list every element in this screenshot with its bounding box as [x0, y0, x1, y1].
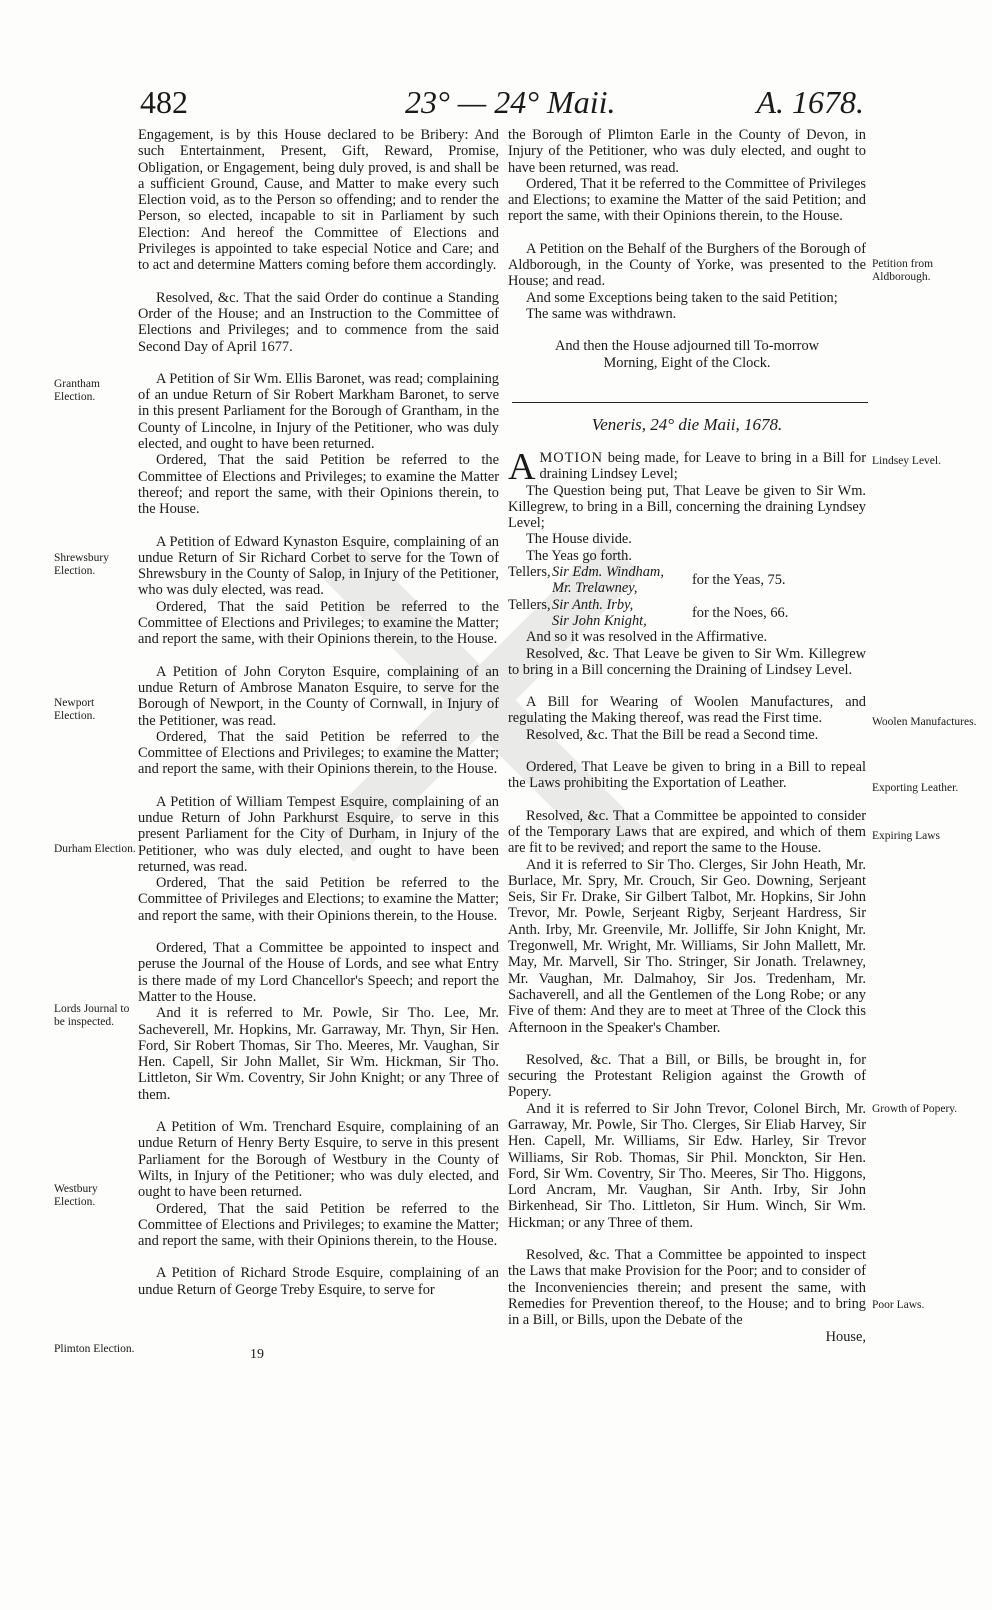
margin-note-leather: Exporting Leather. [872, 782, 959, 794]
margin-note-woolen: Woolen Manufactures. [872, 716, 977, 728]
motion-text: being made, for Leave to bring in a Bill for draining Lindsey Level; [539, 450, 866, 483]
header-dates: 23° — 24° Maii. [405, 84, 616, 120]
tellers-result: for the Yeas, 75. [692, 572, 786, 589]
margin-note-lords-journal: Lords Journal to be inspected. [54, 1003, 130, 1028]
paragraph: A Petition of Richard Strode Esquire, complaining of an undue Return of George Treby Esquire, to serve for [138, 1265, 499, 1298]
paragraph: Resolved, &c. That a Committee be appointed to consider of the Temporary Laws that are expired, and which of them are fit to be revived; and report the same to the House. [508, 807, 866, 857]
paragraph: Engagement, is by this House declared to be Bribery: And such Entertainment, Present, Gift, Reward, Promise, Obligation, or Engagement, being duly proved, is and shall be a sufficient Ground, Cause, and Matter to make every such Election void, as to the Person so offending; and to render the Person, so elected, incapable to sit in Parliament by such Election: And hereof the Committee of Elections and Privileges is appointed to take especial Notice and Care; and to act and determine Matters coming before them accordingly. [138, 127, 499, 274]
paragraph: A Bill for Wearing of Woolen Manufactures, and regulating the Making thereof, was read the First time. [508, 694, 866, 727]
motion-paragraph [508, 446, 866, 488]
drop-cap: A [508, 446, 536, 488]
day-heading: Veneris, 24° die Maii, 1678. [591, 415, 783, 434]
teller-name: Sir John Knight, [552, 612, 647, 629]
paragraph: A Petition of Wm. Trenchard Esquire, complaining of an undue Return of Henry Berty Esquire, to serve in this present Parliament for the Borough of Westbury in the County of Wilts, in Injury of the Petitioner; who was duly elected, and ought to have been returned. [138, 1119, 499, 1201]
page-header [140, 84, 864, 124]
paragraph: Resolved, &c. That the said Order do continue a Standing Order of the House; and an Instruction to the Committee of Elections and Privileges; and to commence from the said Second Day of April 1677. [138, 289, 499, 355]
left-column [138, 127, 499, 1298]
paragraph: The House divide. [526, 531, 632, 548]
paragraph: Ordered, That the said Petition be referred to the Committee of Elections and Privileges; to examine the Matter; and report the same, with their Opinions therein, to the House. [138, 1200, 499, 1250]
margin-note-durham: Durham Election. [54, 843, 136, 855]
teller-name: Sir Edm. Windham, [552, 564, 664, 581]
paragraph: The Yeas go forth. [526, 547, 632, 564]
teller-name: Mr. Trelawney, [552, 580, 638, 597]
margin-note-newport: Newport Election. [54, 697, 96, 722]
header-year: A. 1678. [756, 84, 864, 120]
paragraph: Ordered, That the said Petition be referred to the Committee of Privileges and Elections; to examine the Matter; and report the same, with their Opinions therein, to the House. [138, 875, 499, 924]
teller-name: Sir Anth. Irby, [552, 596, 634, 613]
signature-mark: 19 [250, 1347, 264, 1362]
margin-note-westbury: Westbury Election. [54, 1183, 98, 1208]
margin-note-plimton: Plimton Election. [54, 1343, 135, 1355]
paragraph: And some Exceptions being taken to the said Petition; [526, 289, 838, 306]
paragraph: And it is referred to Sir John Trevor, Colonel Birch, Mr. Garraway, Mr. Powle, Sir Tho. Clerges, Sir Eliab Harvey, Sir Hen. Capell, Mr. Williams, Sir Edw. Harley, Sir Trevor Williams, Sir Rob. Thomas, Sir Phil. Monckton, Sir Hen. Ford, Sir Wm. Coventry, Sir Tho. Meeres, Sir Tho. Higgons, Lord Ancram, Mr. Vaughan, Sir Anth. Irby, Sir John Birkenhead, Sir Tho. Littleton, Sir Hum. Winch, Sir Wm. Hickman; or any Three of them. [508, 1100, 866, 1231]
paragraph: And it is referred to Sir Tho. Clerges, Sir John Heath, Mr. Burlace, Mr. Spry, Mr. Crouch, Sir Geo. Downing, Serjeant Seis, Sir Fr. Drake, Sir Gilbert Talbot, Mr. Hopkins, Sir John Trevor, Mr. Powle, Serjeant Rigby, Serjeant Hardress, Sir Anth. Irby, Mr. Greenvile, Mr. Jolliffe, Sir John Knight, Mr. Tregonwell, Mr. Wright, Mr. Williams, Sir John Mallett, Mr. May, Mr. Marvell, Sir Tho. Stringer, Sir Jonath. Trelawney, Mr. Vaughan, Mr. Dalmahoy, Sir Jos. Tredenham, Mr. Sachaverell, and all the Gentlemen of the Long Robe; or any Five of them: And they are to meet at Three of the Clock this Afternoon in the Speaker's Chamber. [508, 856, 866, 1036]
tellers-noes [508, 597, 866, 630]
paragraph: A Petition on the Behalf of the Burghers of the Borough of Aldborough, in the County of Yorke, was presented to the House; and read. [508, 240, 866, 290]
paragraph: The Question being put, That Leave be given to Sir Wm. Killegrew, to bring in a Bill, concerning the draining Lyndsey Level; [508, 482, 866, 532]
margin-note-shrewsbury: Shrewsbury Election. [54, 552, 109, 577]
paragraph: A Petition of Sir Wm. Ellis Baronet, was read; complaining of an undue Return of Sir Robert Markham Baronet, to serve in this present Parliament for the Borough of Grantham, in the County of Lincolne, in Injury of the Petitioner, who was duly elected, and ought to have been returned. [138, 370, 499, 453]
paragraph: And it is referred to Mr. Powle, Sir Tho. Lee, Mr. Sacheverell, Mr. Hopkins, Mr. Garraway, Mr. Thyn, Sir Hen. Ford, Sir Robert Thomas, Sir Tho. Meeres, Mr. Vaughan, Sir Hen. Capell, Sir John Mallet, Sir Wm. Hickman, Sir Tho. Littleton, Sir Wm. Coventry, Sir John Knight; or any Three of them. [138, 1005, 499, 1103]
paragraph: The same was withdrawn. [526, 305, 677, 322]
paragraph: Ordered, That it be referred to the Committee of Privileges and Elections; to examine the Matter of the said Petition; and report the same, with their Opinions therein, to the House. [508, 175, 866, 225]
paragraph: Resolved, &c. That the Bill be read a Second time. [526, 726, 819, 743]
tellers-label: Tellers, [508, 596, 551, 613]
margin-note-poor: Poor Laws. [872, 1299, 925, 1311]
paragraph: Resolved, &c. That a Committee be appointed to inspect the Laws that make Provision for the Poor; and to consider of the Inconveniencies therein; and present the same, with Remedies for Prevention thereof, to the House; and to bring in a Bill, or Bills, upon the Debate of the [508, 1247, 866, 1329]
paragraph: Ordered, That the said Petition be referred to the Committee of Elections and Privileges; to examine the Matter; and report the same, with their Opinions therein, to the House. [138, 728, 499, 778]
right-column-main [508, 446, 866, 1361]
paragraph: Ordered, That Leave be given to bring in a Bill to repeal the Laws prohibiting the Exportation of Leather. [508, 759, 866, 792]
paragraph: Resolved, &c. That Leave be given to Sir Wm. Killegrew to bring in a Bill concerning the Draining of Lindsey Level. [508, 645, 866, 678]
paragraph: the Borough of Plimton Earle in the County of Devon, in Injury of the Petitioner, who was duly elected, and ought to have been returned, was read. [508, 127, 866, 176]
paragraph: Ordered, That the said Petition be referred to the Committee of Elections and Privileges; to examine the Matter; and report the same, with their Opinions therein, to the House. [138, 598, 499, 648]
paragraph: Ordered, That a Committee be appointed to inspect and peruse the Journal of the House of Lords, and see what Entry is there made of my Lord Chancellor's Speech; and report the Matter to the House. [138, 940, 499, 1005]
margin-note-aldborough: Petition from Aldborough. [872, 258, 934, 283]
paragraph: A Petition of John Coryton Esquire, complaining of an undue Return of Ambrose Manaton Esquire, to serve for the Borough of Newport, in the County of Cornwall, in Injury of the Petitioner, was read. [138, 663, 499, 729]
paragraph: Ordered, That the said Petition be referred to the Committee of Elections and Privileges; to examine the Matter thereof; and report the same, with their Opinions therein, to the House. [138, 452, 499, 518]
tellers-yeas [508, 564, 866, 597]
tellers-result: for the Noes, 66. [692, 604, 789, 621]
right-column-top [508, 127, 866, 387]
margin-note-expiring: Expiring Laws [872, 830, 941, 842]
margin-note-grantham: Grantham Election. [54, 378, 100, 403]
margin-note-lindsey: Lindsey Level. [872, 455, 941, 467]
catchword: House, [825, 1328, 866, 1345]
paragraph: A Petition of William Tempest Esquire, complaining of an undue Return of John Parkhurst Esquire, to serve in this present Parliament for the City of Durham, in Injury of the Petitioner, who was duly elected, and ought to have been returned, was read. [138, 793, 499, 875]
page-number: 482 [140, 84, 188, 120]
adjournment: And then the House adjourned till To-morrow Morning, Eight of the Clock. [554, 338, 820, 371]
margin-note-popery: Growth of Popery. [872, 1103, 958, 1115]
paragraph: And so it was resolved in the Affirmative. [526, 629, 768, 646]
tellers-label: Tellers, [508, 564, 551, 581]
paragraph: Resolved, &c. That a Bill, or Bills, be brought in, for securing the Protestant Religion against the Growth of Popery. [508, 1051, 866, 1101]
motion-word: MOTION [539, 450, 604, 466]
section-rule [512, 402, 868, 403]
paragraph: A Petition of Edward Kynaston Esquire, complaining of an undue Return of Sir Richard Corbet to serve for the Town of Shrewsbury in the County of Salop, in Injury of the Petitioner, who was duly elected, was read. [138, 533, 499, 599]
